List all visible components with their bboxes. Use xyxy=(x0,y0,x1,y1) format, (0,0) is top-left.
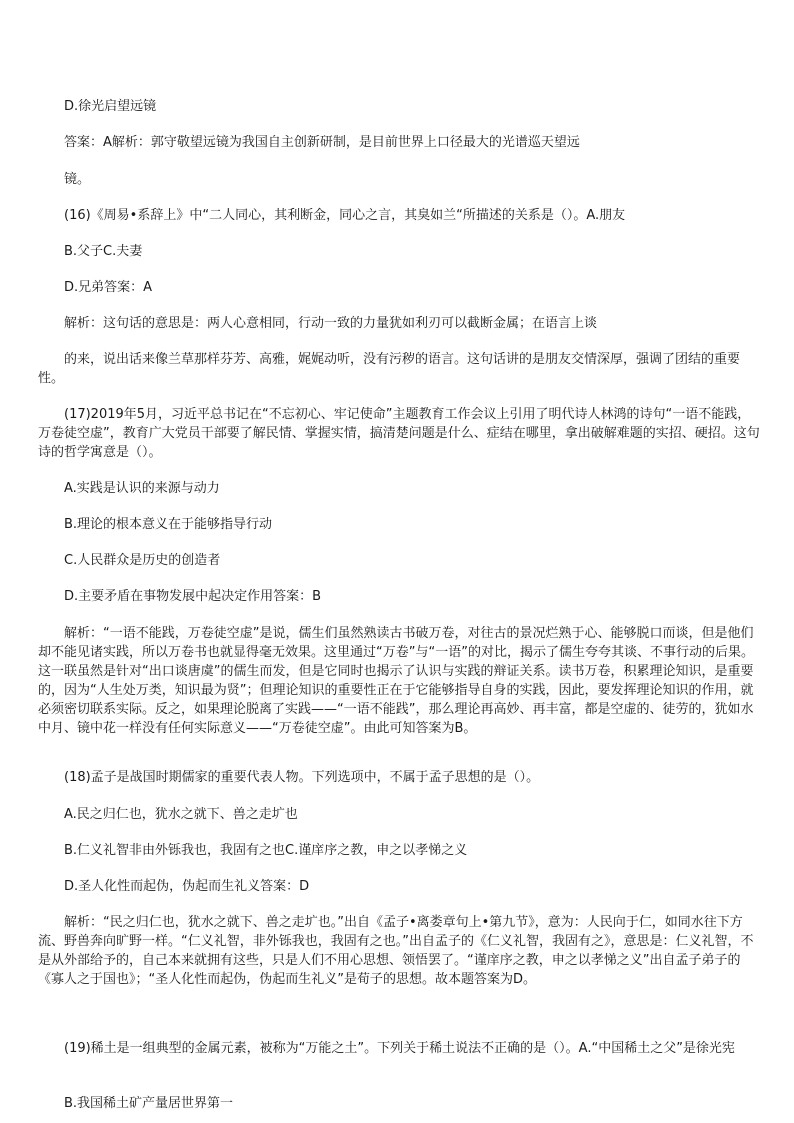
analysis-q17: 解析：“一语不能践，万卷徒空虚”是说，儒生们虽然熟读古书破万卷，对往古的景况烂熟于心、能够脱口而谈，但是他们却不能见诸实践，所以万卷书也就显得毫无效果。这里通过“万卷”与“一语”的对比，揭示了儒生夸夸其谈、不事行动的后果。这一联虽然是针对“出口谈唐虞”的儒生而发，但是它同时也揭示了认识与实践的辩证关系。读书万卷，积累理论知识，是重要的，因为“人生处万类，知识最为贤”；但理论知识的重要性正在于它能够指导自身的实践，因此，要发挥理论知识的作用，就必须密切联系实际。反之，如果理论脱离了实践——“一语不能践”，那么理论再高妙、再丰富，都是空虚的、徒劳的，犹如水中月、镜中花一样没有任何实际意义——“万卷徒空虚”。由此可知答案为B。 xyxy=(38,626,754,736)
option-a-q17: A.实践是认识的来源与动力 xyxy=(64,481,220,496)
option-d-q17: D.主要矛盾在事物发展中起决定作用答案：B xyxy=(64,589,322,604)
option-b-q19: B.我国稀土矿产量居世界第一 xyxy=(64,1096,234,1111)
option-d-q15: D.徐光启望远镜 xyxy=(64,99,157,114)
options-q16-bc: B.父子C.夫妻 xyxy=(64,244,143,259)
question-19: (19)稀土是一组典型的金属元素，被称为“万能之土”。下列关于稀土说法不正确的是（）。A.“中国稀土之父”是徐光宪 xyxy=(64,1041,735,1056)
question-16: (16)《周易•系辞上》中“二人同心，其利断金，同心之言，其臭如兰“所描述的关系是（）。A.朋友 xyxy=(64,208,626,223)
answer-q15-cont: 镜。 xyxy=(64,172,91,187)
option-c-q17: C.人民群众是历史的创造者 xyxy=(64,553,221,568)
options-q18-bc: B.仁义礼智非由外铄我也，我固有之也C.谨庠序之教，申之以孝悌之义 xyxy=(64,843,468,858)
answer-q18: D.圣人化性而起伪，伪起而生礼义答案：D xyxy=(64,879,310,894)
answer-q16: D.兄弟答案：A xyxy=(64,280,153,295)
question-17: (17)2019年5月，习近平总书记在“不忘初心、牢记使命”主题教育工作会议上引用了明代诗人林鸿的诗句“一语不能践，万卷徒空虚”，教育广大党员干部要了解民情、掌握实情，搞清楚问题是什么、症结在哪里，拿出破解难题的实招、硬招。这句诗的哲学寓意是（）。 xyxy=(38,407,760,460)
answer-q15: 答案：A解析：郭守敬望远镜为我国自主创新研制，是目前世界上口径最大的光谱巡天望远 xyxy=(64,135,580,150)
question-18: (18)孟子是战国时期儒家的重要代表人物。下列选项中，不属于孟子思想的是（）。 xyxy=(64,770,540,785)
analysis-q16-cont: 的来，说出话来像兰草那样芬芳、高雅，娓娓动听，没有污秽的语言。这句话讲的是朋友交情深厚，强调了团结的重要性。 xyxy=(38,352,741,386)
analysis-q16: 解析：这句话的意思是：两人心意相同，行动一致的力量犹如利刃可以截断金属；在语言上谈 xyxy=(64,316,598,331)
option-b-q17: B.理论的根本意义在于能够指导行动 xyxy=(64,517,273,532)
option-a-q18: A.民之归仁也，犹水之就下、兽之走圹也 xyxy=(64,807,298,822)
analysis-q18: 解析：“民之归仁也，犹水之就下、兽之走圹也。”出自《孟子•离娄章句上•第九节》，意为：人民向于仁，如同水往下方流、野兽奔向旷野一样。“仁义礼智，非外铄我也，我固有之也。”出自孟子的《仁义礼智，我固有之》，意思是：仁义礼智，不是从外部给予的，自己本来就拥有这些，只是人们不用心思想、领悟罢了。“谨庠序之教，申之以孝悌之义”出自孟子弟子的《寡人之于国也》；“圣人化性而起伪，伪起而生礼义”是荀子的思想。故本题答案为D。 xyxy=(38,915,754,987)
